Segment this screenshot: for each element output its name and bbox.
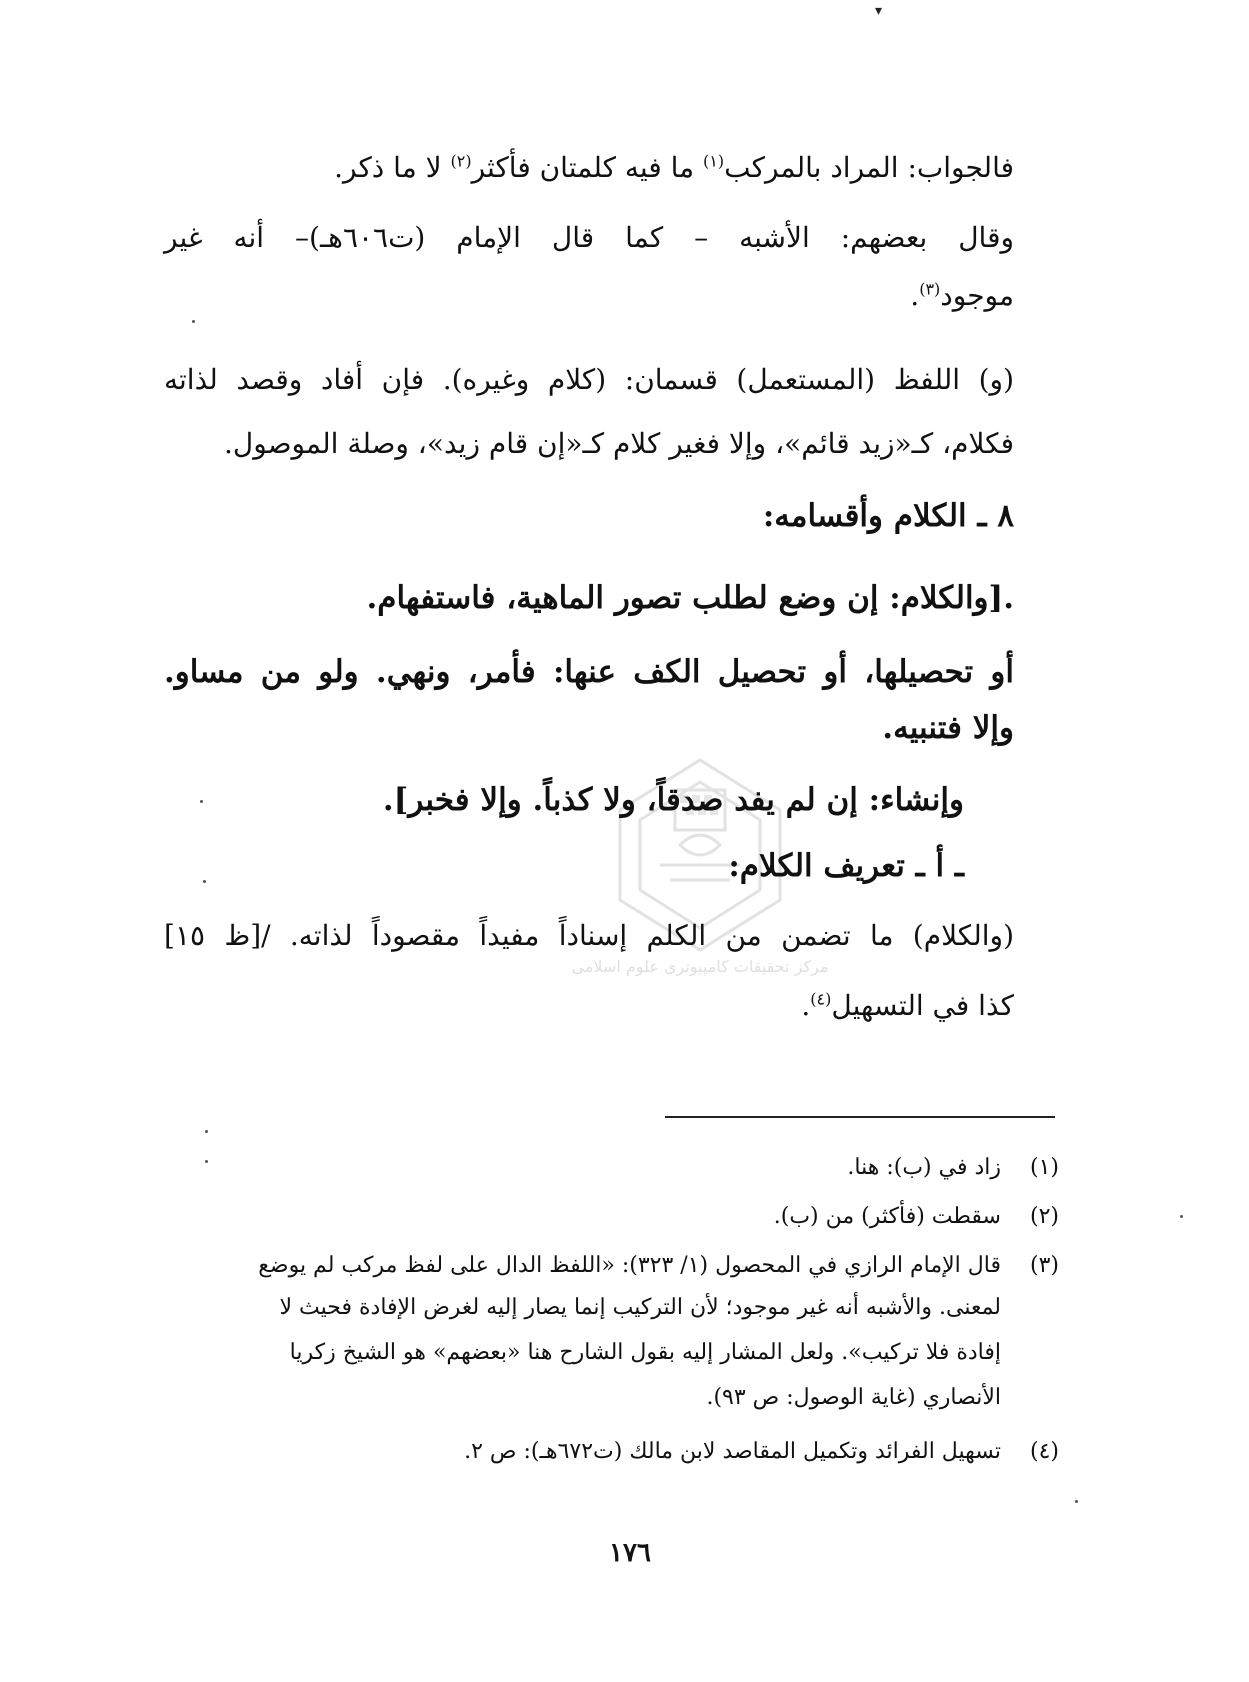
footnote-4	[159, 1434, 1059, 1469]
footnote-number: (٤)	[1029, 1439, 1059, 1464]
footnote-ref[interactable]: (٤)	[810, 989, 832, 1009]
paragraph-line-4: (و) اللفظ (المستعمل) قسمان: (كلام وغيره). فإن أفاد وقصد لذاته	[164, 363, 1014, 396]
watermark-text: مركز تحقیقات کامپیوتری علوم اسلامی	[571, 957, 829, 976]
footnote-ref[interactable]: (٣)	[919, 279, 941, 299]
subsection-heading: ـ أ ـ تعريف الكلام:	[728, 848, 964, 884]
text-span: ما فيه كلمتان فأكثر	[471, 151, 704, 184]
footnote-3-line-3: إفادة فلا تركيب». ولعل المشار إليه بقول الشارح هنا «بعضهم» هو الشيخ زكريا	[289, 1340, 1001, 1365]
footnote-ref[interactable]: (٢)	[450, 151, 472, 171]
footnote-number: (٣)	[1029, 1253, 1059, 1278]
paragraph-line-6: (والكلام) ما تضمن من الكلم إسناداً مفيداً مقصوداً لذاته. /[ظ ١٥]	[164, 919, 1014, 952]
scan-speck	[205, 1130, 208, 1133]
footnote-text: تسهيل الفرائد وتكميل المقاصد لابن مالك (ت٦٧٢هـ): ص ٢.	[464, 1439, 1001, 1464]
section-heading: ٨ ـ الكلام وأقسامه:	[762, 498, 1014, 534]
footnote-number: (١)	[1029, 1155, 1059, 1180]
footnote-3	[159, 1248, 1059, 1283]
text-span: .	[801, 989, 811, 1022]
text-span: موجود	[940, 279, 1014, 312]
text-span: لا ما ذكر.	[334, 151, 451, 184]
footnote-text: قال الإمام الرازي في المحصول (١/ ٣٢٣): «اللفظ الدال على لفظ مركب لم يوضع	[258, 1253, 1001, 1278]
paragraph-line-3	[164, 276, 1014, 316]
footnote-divider	[665, 1116, 1055, 1118]
footnote-3-line-4: الأنصاري (غاية الوصول: ص ٩٣).	[706, 1385, 1001, 1410]
footnote-ref[interactable]: (١)	[703, 151, 725, 171]
scan-speck	[192, 320, 195, 323]
scan-speck	[200, 800, 203, 803]
paragraph-line-5: فكلام، كـ«زيد قائم»، وإلا فغير كلام كـ«إن قام زيد»، وصلة الموصول.	[223, 427, 1014, 460]
footnote-number: (٢)	[1029, 1204, 1059, 1229]
matn-line-4: وإنشاء: إن لم يفد صدقاً، ولا كذباً. وإلا فخبر].	[382, 782, 964, 818]
text-span: كذا في التسهيل	[831, 989, 1014, 1022]
matn-line-3: وإلا فتنبيه.	[882, 710, 1014, 746]
scan-speck	[205, 1160, 208, 1163]
paragraph-line-1	[164, 148, 1014, 188]
scan-speck	[1075, 1500, 1078, 1503]
top-mark: ▾	[875, 3, 883, 19]
footnote-text: سقطت (فأكثر) من (ب).	[773, 1204, 1001, 1229]
footnote-text: زاد في (ب): هنا.	[847, 1155, 1001, 1180]
text-span: .	[910, 279, 920, 312]
matn-line-1: .[والكلام: إن وضع لطلب تصور الماهية، فاستفهام.	[366, 580, 1014, 616]
scan-speck	[1180, 1215, 1183, 1218]
paragraph-line-2: وقال بعضهم: الأشبه – كما قال الإمام (ت٦٠٦هـ)– أنه غير	[164, 221, 1014, 254]
page-number: ١٧٦	[609, 1538, 651, 1568]
text-span: فالجواب: المراد بالمركب	[724, 151, 1014, 184]
footnote-1	[159, 1150, 1059, 1185]
footnote-2	[159, 1199, 1059, 1234]
matn-line-2: أو تحصيلها، أو تحصيل الكف عنها: فأمر، ونهي. ولو من مساو.	[164, 654, 1014, 690]
paragraph-line-7	[164, 986, 1014, 1026]
scan-speck	[203, 880, 206, 883]
footnote-3-line-2: لمعنى. والأشبه أنه غير موجود؛ لأن التركيب إنما يصار إليه لغرض الإفادة فحيث لا	[279, 1295, 1001, 1320]
